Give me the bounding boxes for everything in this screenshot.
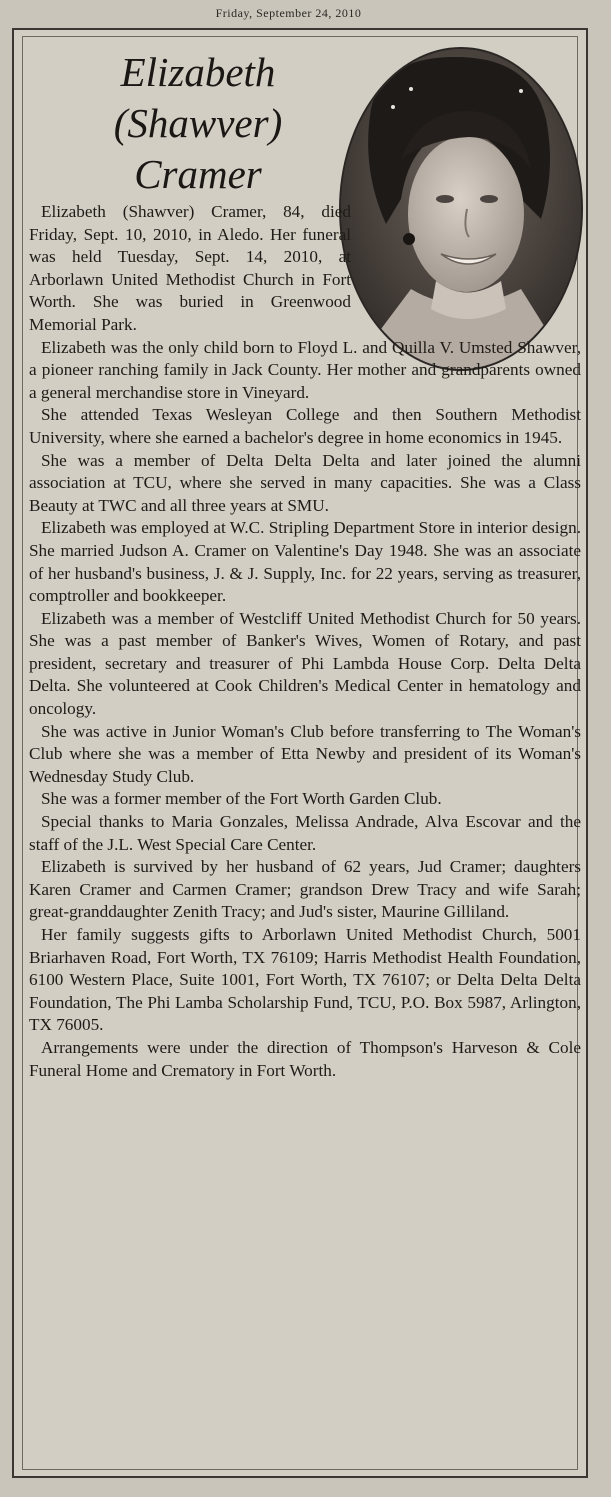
title-line: Elizabeth — [120, 49, 276, 95]
obituary-title — [63, 47, 333, 200]
paragraph: Arrangements were under the direction of Thompson's Harveson & Cole Funeral Home and Crematory in Fort Worth. — [29, 1037, 581, 1080]
obituary-box — [12, 28, 588, 1478]
paragraph: Special thanks to Maria Gonzales, Melissa Andrade, Alva Escovar and the staff of the J.L. West Special Care Center. — [29, 812, 581, 854]
paragraph: She was a member of Delta Delta Delta and later joined the alumni association at TCU, where she served in many capacities. She was a Class Beauty at TWC and all three years at SMU. — [29, 450, 581, 515]
paragraph: Her family suggests gifts to Arborlawn United Methodist Church, 5001 Briarhaven Road, Fort Worth, TX 76109; Harris Methodist Health Foundation, 6100 Western Place, Suite 1001, Fort Worth, TX 76107; or Delta Delta Delta Foundation, The Phi Lamba Scholarship Fund, TCU, P.O. Box 5987, Arlington, TX 76005. — [29, 925, 581, 1035]
obituary-body — [29, 201, 581, 1082]
title-line: Cramer — [134, 151, 262, 197]
paragraph: She was a former member of the Fort Worth Garden Club. — [41, 789, 442, 809]
dateline: Friday, September 24, 2010 — [186, 6, 391, 29]
paragraph: She attended Texas Wesleyan College and then Southern Methodist University, where she earned a bachelor's degree in home economics in 1945. — [29, 405, 581, 447]
paragraph: She was active in Junior Woman's Club before transferring to The Woman's Club where she was a member of Etta Newby and president of its Woman's Wednesday Study Club. — [29, 721, 581, 786]
paragraph: Elizabeth (Shawver) Cramer, 84, died Friday, Sept. 10, 2010, in Aledo. Her funeral was held Tuesday, Sept. 14, 2010, at Arborlawn United Methodist Church in Fort Worth. She was buried in Greenwood Memorial Park. — [29, 202, 351, 334]
paragraph: Elizabeth is survived by her husband of 62 years, Jud Cramer; daughters Karen Cramer and Carmen Cramer; grandson Drew Tracy and wife Sarah; great-granddaughter Zenith Tracy; and Jud's sister, Maurine Gilliland. — [29, 857, 581, 922]
title-line: (Shawver) — [113, 100, 283, 146]
obituary-inner-border — [22, 36, 581, 1470]
paragraph: Elizabeth was employed at W.C. Stripling Department Store in interior design. She married Judson A. Cramer on Valentine's Day 1948. She was an associate of her husband's business, J. & J. Supply, Inc. for 22 years, serving as treasurer, comptroller and bookkeeper. — [29, 518, 581, 606]
paragraph: Elizabeth was the only child born to Floyd L. and Quilla V. Umsted Shawver, a pioneer ranching family in Jack County. Her mother and grandparents owned a general merchandise store in Vineyard. — [29, 337, 581, 402]
paragraph: Elizabeth was a member of Westcliff United Methodist Church for 50 years. She was a past member of Banker's Wives, Women of Rotary, and past president, secretary and treasurer of Phi Lambda House Corp. Delta Delta Delta. She volunteered at Cook Children's Medical Center in hematology and oncology. — [29, 608, 581, 719]
